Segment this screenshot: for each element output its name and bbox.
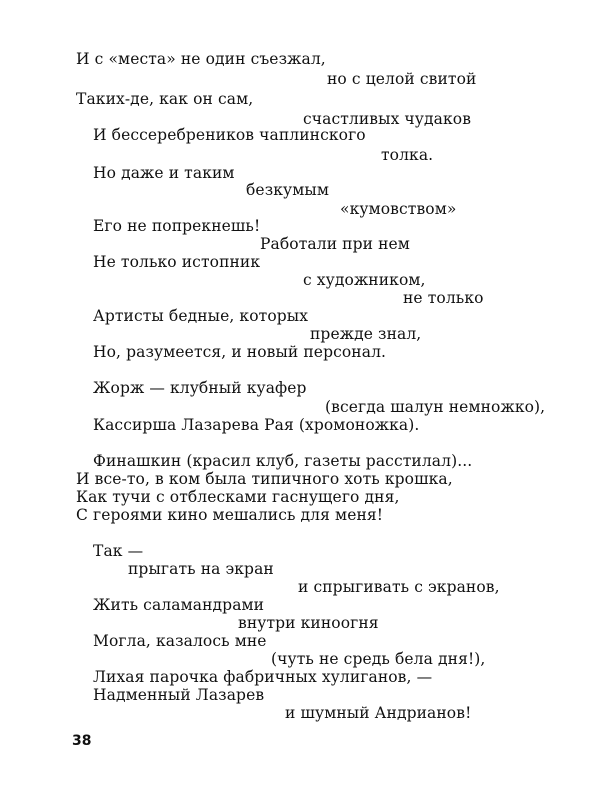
- poem-line: счастливых чудаков: [303, 110, 472, 128]
- poem-line: внутри киноогня: [238, 614, 379, 632]
- poem-line: с художником,: [303, 271, 426, 289]
- poem-line: Жорж — клубный куафер: [93, 379, 307, 397]
- poem-line: Надменный Лазарев: [93, 686, 265, 704]
- page-number: 38: [72, 733, 92, 749]
- poem-line: Артисты бедные, которых: [93, 307, 309, 325]
- poem-line: Могла, казалось мне: [93, 632, 267, 650]
- poem-line: и шумный Андрианов!: [285, 704, 472, 722]
- poem-line: Лихая парочка фабричных хулиганов, —: [93, 668, 433, 686]
- poem-line: И бессеребреников чаплинского: [93, 126, 366, 144]
- poem-line: Таких-де, как он сам,: [76, 90, 254, 108]
- poem-line: Как тучи с отблесками гаснущего дня,: [76, 488, 400, 506]
- poem-line: Жить саламандрами: [93, 596, 265, 614]
- poem-line: (всегда шалун немножко),: [325, 398, 546, 416]
- poem-line: прежде знал,: [310, 325, 422, 343]
- poem-line: И с «места» не один съезжал,: [76, 50, 326, 68]
- poem-line: но с целой свитой: [327, 70, 477, 88]
- poem-line: Финашкин (красил клуб, газеты расстилал)...: [93, 452, 473, 470]
- poem-line: Не только истопник: [93, 253, 261, 271]
- poem-line: «кумовством»: [340, 200, 457, 218]
- poem-line: С героями кино мешались для меня!: [76, 506, 384, 524]
- poem-line: Работали при нем: [260, 235, 410, 253]
- poem-line: безкумым: [246, 181, 330, 199]
- poem-line: не только: [403, 289, 484, 307]
- poem-line: Кассирша Лазарева Рая (хромоножка).: [93, 416, 420, 434]
- poem-line: толка.: [381, 146, 434, 164]
- poem-line: прыгать на экран: [128, 560, 274, 578]
- poem-line: И все-то, в ком была типичного хоть крошка,: [76, 470, 453, 488]
- poem-line: и спрыгивать с экранов,: [298, 578, 500, 596]
- poem-line: (чуть не средь бела дня!),: [271, 650, 486, 668]
- poem-line: Так —: [93, 542, 144, 560]
- poem-line: Но даже и таким: [93, 164, 235, 182]
- poem-line: Его не попрекнешь!: [93, 217, 261, 235]
- poem-line: Но, разумеется, и новый персонал.: [93, 343, 387, 361]
